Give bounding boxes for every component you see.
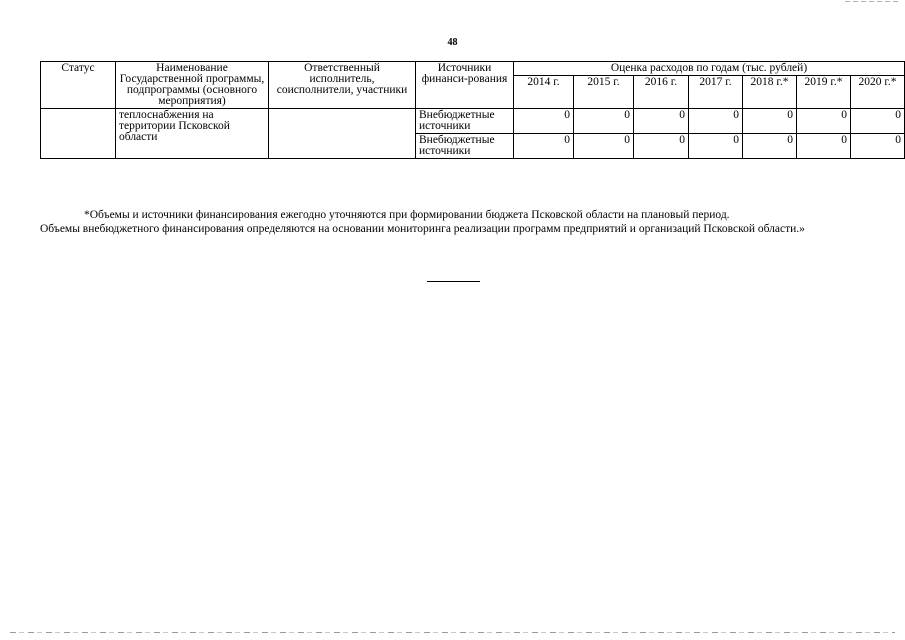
header-year-2015: 2015 г. (574, 76, 634, 109)
footnote-line-2: Объемы внебюджетного финансирования определяются на основании мониторинга реализации программ предприятий и организаций Псковской области.» (40, 223, 805, 235)
scan-edge-top (845, 1, 900, 2)
cell-value: 0 (797, 109, 851, 134)
cell-status (41, 109, 116, 159)
cell-value: 0 (634, 134, 689, 159)
cell-value: 0 (851, 109, 905, 134)
scan-edge-bottom (10, 632, 895, 633)
cell-value: 0 (574, 134, 634, 159)
page-number: 48 (447, 37, 458, 48)
cell-value: 0 (797, 134, 851, 159)
cell-funding-source: Внебюджетные источники (416, 109, 514, 134)
cell-value: 0 (574, 109, 634, 134)
budget-table (40, 61, 905, 159)
cell-value: 0 (689, 134, 743, 159)
cell-value: 0 (514, 134, 574, 159)
header-year-2018: 2018 г.* (743, 76, 797, 109)
header-status: Статус (41, 62, 116, 109)
end-rule (427, 281, 480, 282)
footnote-line-1: *Объемы и источники финансирования ежегодно уточняются при формировании бюджета Псковской области на плановый период. (84, 209, 730, 221)
header-year-2020: 2020 г.* (851, 76, 905, 109)
cell-value: 0 (634, 109, 689, 134)
header-year-2019: 2019 г.* (797, 76, 851, 109)
cell-value: 0 (689, 109, 743, 134)
header-year-2014: 2014 г. (514, 76, 574, 109)
cell-funding-source: Внебюджетные источники (416, 134, 514, 159)
header-program-name: Наименование Государственной программы, подпрограммы (основного мероприятия) (116, 62, 269, 109)
table-row (41, 109, 905, 134)
cell-value: 0 (743, 134, 797, 159)
header-year-2016: 2016 г. (634, 76, 689, 109)
cell-responsible (269, 109, 416, 159)
header-responsible: Ответственный исполнитель, соисполнители, участники (269, 62, 416, 109)
header-year-2017: 2017 г. (689, 76, 743, 109)
header-expense-estimate: Оценка расходов по годам (тыс. рублей) (514, 62, 905, 76)
cell-value: 0 (851, 134, 905, 159)
header-funding-sources: Источники финанси-рования (416, 62, 514, 109)
header-row-top (41, 62, 905, 76)
cell-value: 0 (514, 109, 574, 134)
cell-program-name: теплоснабжения на территории Псковской области (116, 109, 269, 159)
cell-value: 0 (743, 109, 797, 134)
footnote (40, 208, 880, 236)
